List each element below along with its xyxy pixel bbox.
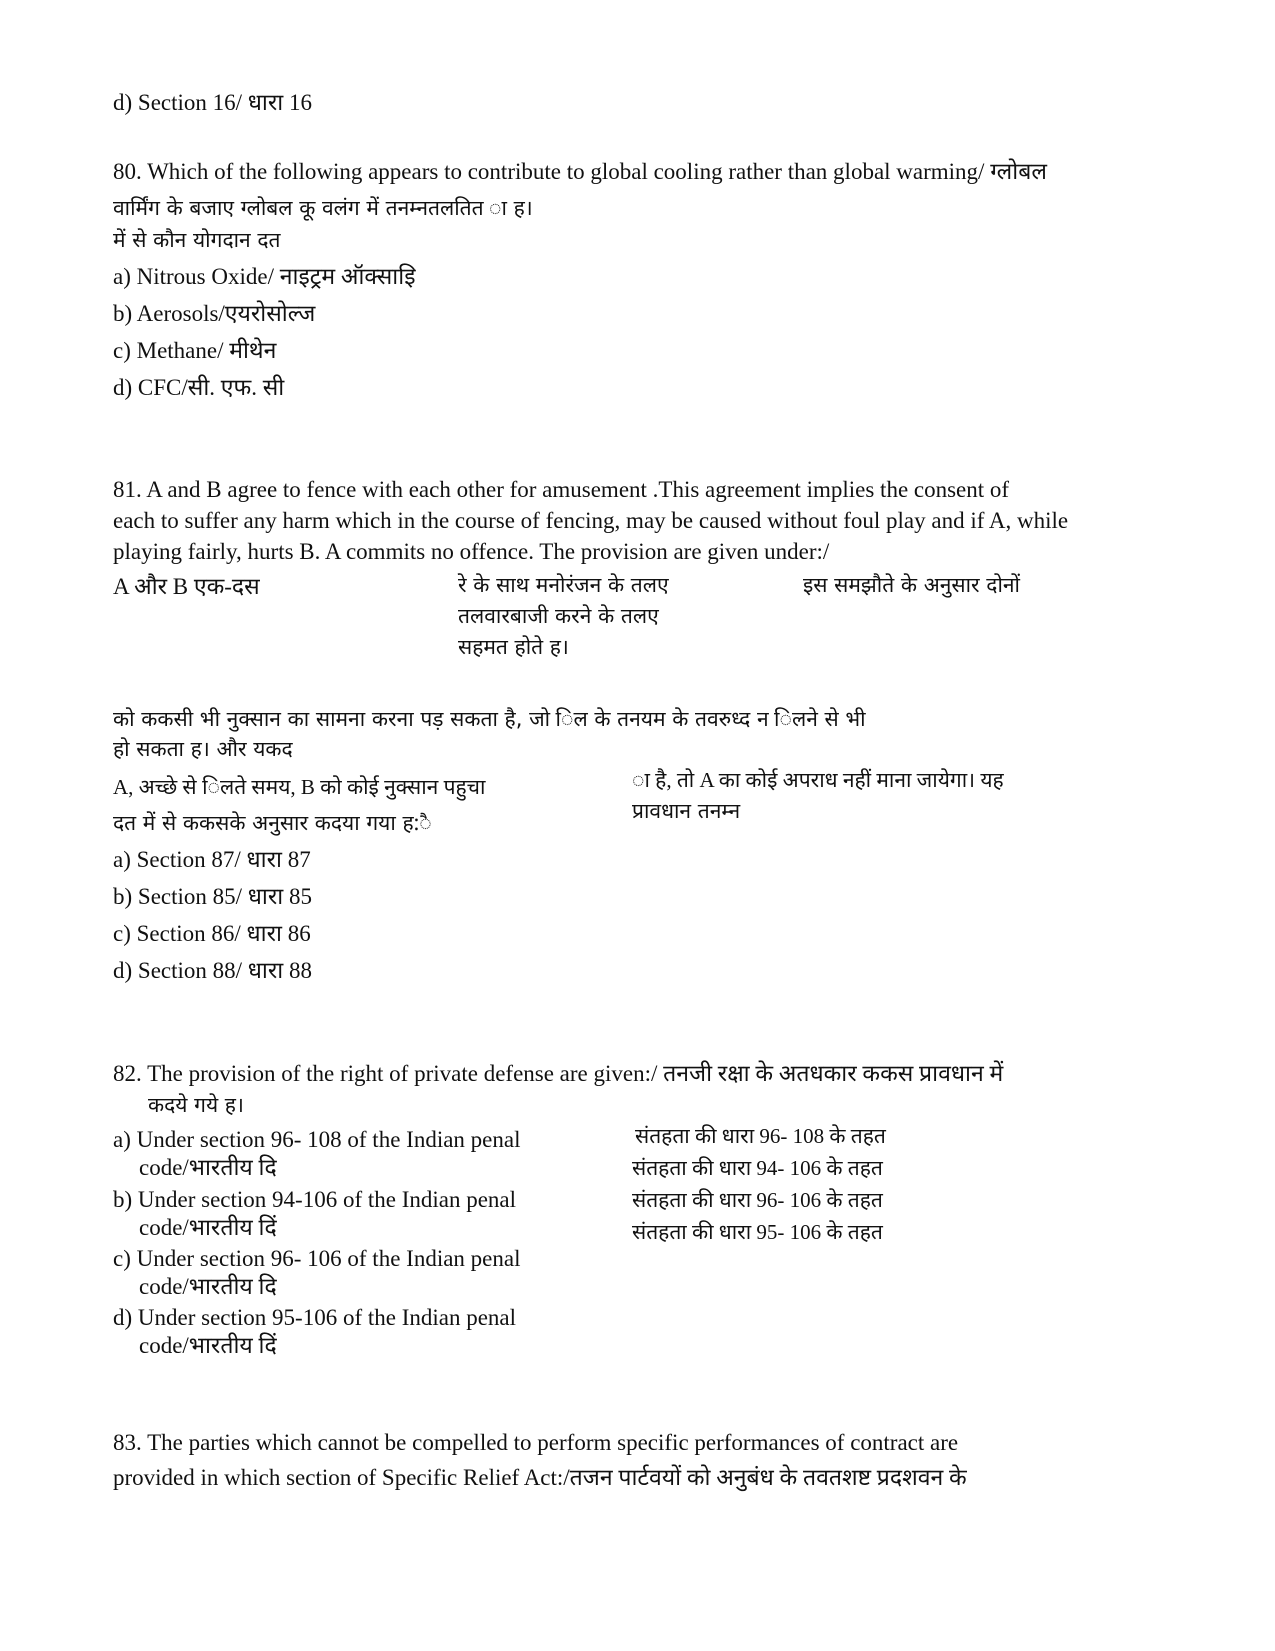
q80-question-line1: 80. Which of the following appears to contribute to global cooling rather than global warming/ ग्लोबल	[113, 159, 1047, 184]
q80-option-b: b) Aerosols/एयरोसोल्ज	[113, 301, 316, 326]
q81-hindi-right-line2: प्रावधान तनम्न	[632, 799, 741, 823]
q81-hindi-left-line1: A, अच्छे से िलते समय, B को कोई नुक्सान पहुचा	[113, 775, 486, 799]
q81-option-c: c) Section 86/ धारा 86	[113, 921, 311, 946]
q80-option-c: c) Methane/ मीथेन	[113, 338, 277, 363]
q82-hindi-c: संतहता की धारा 96- 106 के तहत	[632, 1188, 883, 1212]
q82-option-a-line2: code/भारतीय दि	[139, 1155, 277, 1180]
q81-option-b: b) Section 85/ धारा 85	[113, 884, 313, 909]
q81-question-line3: playing fairly, hurts B. A commits no offence. The provision are given under:/	[113, 539, 830, 564]
q80-question-line2: वार्मिंग के बजाए ग्लोबल कू वलंग में तनम्नतलतित ा ह।	[113, 196, 533, 220]
q82-option-a-line1: a) Under section 96- 108 of the Indian penal	[113, 1127, 521, 1152]
q81-hindi-col3: इस समझौते के अनुसार दोनों	[803, 573, 1020, 597]
q80-option-a: a) Nitrous Oxide/ नाइट्रम ऑक्साइि	[113, 264, 416, 289]
q81-hindi-col2-line2: तलवारबाजी करने के तलए	[458, 604, 659, 628]
q82-question-line2: कदये गये ह।	[148, 1093, 244, 1117]
q82-option-b-line2: code/भारतीय दिं	[139, 1215, 277, 1240]
q81-question-line1: 81. A and B agree to fence with each other for amusement .This agreement implies the consent of	[113, 477, 1010, 502]
q82-hindi-a: संतहता की धारा 96- 108 के तहत	[635, 1124, 886, 1148]
q80-question-line3: में से कौन योगदान दत	[113, 228, 281, 252]
q82-option-d-line1: d) Under section 95-106 of the Indian penal	[113, 1305, 517, 1330]
q83-question-line1: 83. The parties which cannot be compelled to perform specific performances of contract are	[113, 1430, 959, 1455]
q81-option-d: d) Section 88/ धारा 88	[113, 958, 313, 983]
q81-hindi-line2b: हो सकता ह। और यकद	[113, 737, 293, 761]
q81-hindi-col2-line3: सहमत होते ह।	[458, 635, 569, 659]
q82-hindi-b: संतहता की धारा 94- 106 के तहत	[632, 1156, 883, 1180]
q81-hindi-col2-line1: रे के साथ मनोरंजन के तलए	[458, 573, 669, 597]
q81-option-a: a) Section 87/ धारा 87	[113, 847, 311, 872]
q81-hindi-left-line2: दत में से ककसके अनुसार कदया गया ह:ै	[113, 811, 432, 835]
q82-option-b-line1: b) Under section 94-106 of the Indian penal	[113, 1187, 517, 1212]
q82-option-c-line1: c) Under section 96- 106 of the Indian penal	[113, 1246, 521, 1271]
q82-option-c-line2: code/भारतीय दि	[139, 1274, 277, 1299]
q81-question-line2: each to suffer any harm which in the course of fencing, may be caused without foul play and if A, while	[113, 508, 1069, 533]
q82-question-line1: 82. The provision of the right of private defense are given:/ तनजी रक्षा के अतधकार ककस प्रावधान में	[113, 1061, 1004, 1086]
q81-hindi-col1: A और B एक-दस	[113, 574, 260, 599]
q81-hindi-right-line1: ा है, तो A का कोई अपराध नहीं माना जायेगा। यह	[632, 768, 1004, 792]
q82-hindi-d: संतहता की धारा 95- 106 के तहत	[632, 1220, 883, 1244]
q79-option-d: d) Section 16/ धारा 16	[113, 90, 313, 115]
q80-option-d: d) CFC/सी. एफ. सी	[113, 375, 285, 400]
q83-question-line2: provided in which section of Specific Relief Act:/तजन पार्टवयों को अनुबंध के तवतशष्ट प्रदशवन के	[113, 1465, 967, 1490]
q81-hindi-line2a: को ककसी भी नुक्सान का सामना करना पड़ सकता है, जो िल के तनयम के तवरुध्द न िलने से भी	[113, 707, 866, 731]
q82-option-d-line2: code/भारतीय दिं	[139, 1333, 277, 1358]
